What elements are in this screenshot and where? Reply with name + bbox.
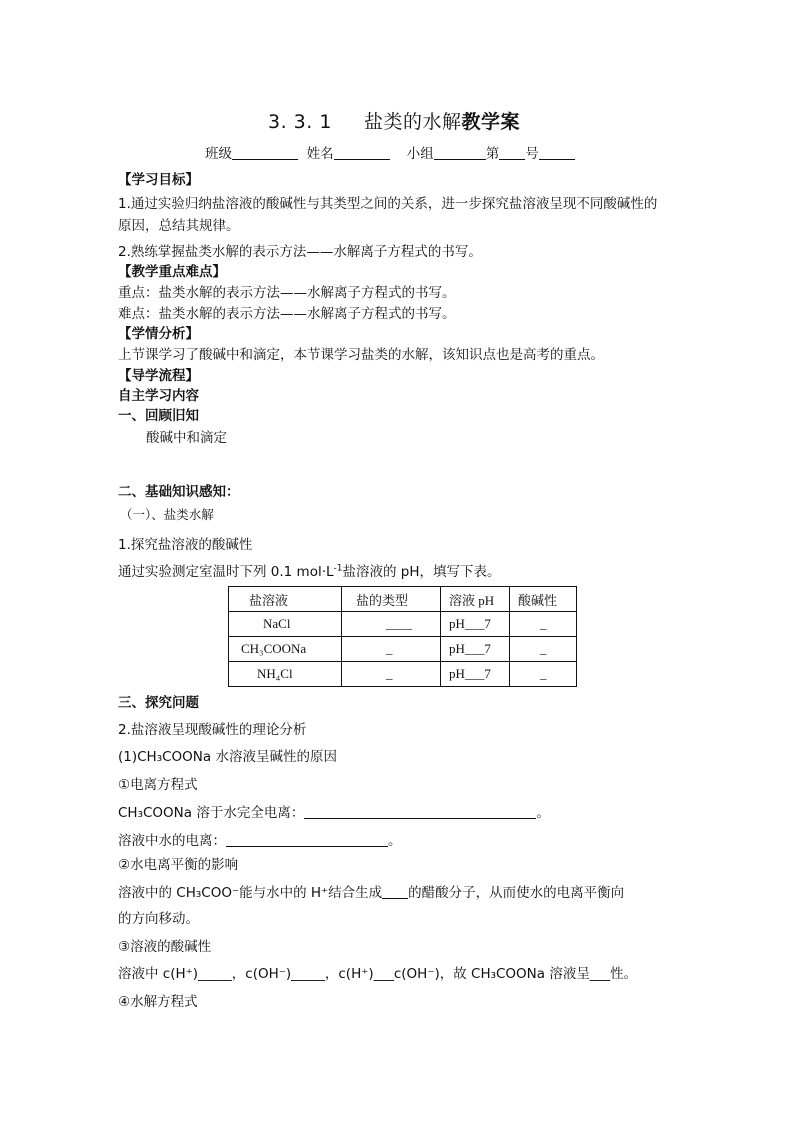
row-type[interactable]: _ (342, 662, 441, 687)
instruction-superscript: -1 (333, 563, 343, 574)
analysis-text: 上节课学习了酸碱中和滴定，本节课学习盐类的水解，该知识点也是高考的重点。 (118, 347, 604, 363)
self-study-heading: 自主学习内容 (118, 388, 199, 404)
row-ph[interactable]: pH___7 (441, 662, 510, 687)
hao-label: 号 (525, 146, 539, 162)
period: 。 (536, 805, 550, 821)
header-acidity: 酸碱性 (510, 587, 577, 612)
key-point: 重点：盐类水解的表示方法——水解离子方程式的书写。 (118, 285, 456, 301)
name-blank[interactable] (334, 145, 390, 160)
title-main: 盐类的水解 (363, 111, 462, 133)
title-suffix: 教学案 (461, 111, 520, 133)
acidity-line: 溶液中 c(H⁺)_____，c(OH⁻)_____，c(H⁺)___c(OH⁻)，故 CH₃COONa 溶液呈___性。 (118, 966, 638, 982)
goal-2: 2.熟练掌握盐类水解的表示方法——水解离子方程式的书写。 (118, 244, 482, 260)
ch3coona-reason: (1)CH₃COONa 水溶液呈碱性的原因 (118, 749, 337, 765)
equilibrium-text-b: 的醋酸分子，从而使水的电离平衡向 (408, 885, 625, 901)
water-ionization-label: 溶液中水的电离： (118, 833, 226, 849)
header-salt: 盐溶液 (229, 587, 342, 612)
group-label: 小组 (406, 146, 434, 162)
group-blank[interactable] (434, 145, 486, 160)
basic-heading: 二、基础知识感知： (118, 484, 240, 500)
goal-1-line-1: 1.通过实验归纳盐溶液的酸碱性与其类型之间的关系，进一步探究盐溶液呈现不同酸碱性的 (118, 196, 658, 212)
table-row (229, 612, 577, 637)
row-ph[interactable]: pH___7 (441, 612, 510, 637)
acetic-acid-blank[interactable] (382, 884, 408, 899)
table-row (229, 637, 577, 662)
instruction-part-1: 通过实验测定室温时下列 0.1 mol·L (118, 564, 334, 580)
analysis-heading: 【学情分析】 (118, 326, 199, 342)
page-title (268, 107, 520, 134)
header-ph: 溶液 pH (441, 587, 510, 612)
table-row (229, 662, 577, 687)
explore-acidity-title: 1.探究盐溶液的酸碱性 (118, 537, 253, 553)
equilibrium-line-2: 的方向移动。 (118, 911, 199, 927)
equilibrium-text-a: 溶液中的 CH₃COO⁻能与水中的 H⁺结合生成 (118, 885, 383, 901)
di-label: 第 (485, 146, 500, 162)
row-acidity[interactable]: _ (510, 662, 577, 687)
keypoints-heading: 【教学重点难点】 (118, 264, 226, 280)
class-blank[interactable] (232, 145, 298, 160)
difficult-point: 难点：盐类水解的表示方法——水解离子方程式的书写。 (118, 306, 456, 322)
period: 。 (388, 833, 402, 849)
table-header-row (229, 587, 577, 612)
row-type[interactable]: _ (342, 637, 441, 662)
hao-blank[interactable] (539, 145, 575, 160)
water-ionization-line (118, 829, 402, 849)
review-item: 酸碱中和滴定 (146, 430, 227, 446)
hydrolysis-equation-heading: ④水解方程式 (118, 994, 198, 1010)
theory-title: 2.盐溶液呈现酸碱性的理论分析 (118, 722, 307, 738)
salt-hydrolysis-subheading: （一）、盐类水解 (120, 507, 214, 522)
row-acidity[interactable]: _ (510, 612, 577, 637)
water-ionization-blank[interactable] (226, 832, 388, 847)
goal-1-line-2: 原因，总结其规律。 (118, 218, 240, 234)
student-info-line (205, 142, 575, 162)
row-acidity[interactable]: _ (510, 637, 577, 662)
ionization-equation-heading: ①电离方程式 (118, 777, 198, 793)
class-label: 班级 (205, 146, 232, 162)
goals-heading: 【学习目标】 (118, 172, 199, 188)
ionization-blank[interactable] (304, 804, 536, 819)
water-equilibrium-heading: ②水电离平衡的影响 (118, 857, 239, 873)
name-label: 姓名 (306, 146, 334, 162)
equilibrium-line-1 (118, 881, 624, 901)
acidity-heading: ③溶液的酸碱性 (118, 939, 212, 955)
salt-solution-table (228, 586, 577, 687)
row-salt: CH₃COONa (229, 637, 342, 662)
row-ph[interactable]: pH___7 (441, 637, 510, 662)
row-salt: NaCl (229, 612, 342, 637)
row-salt: NH₄Cl (229, 662, 342, 687)
instruction-part-2: 盐溶液的 pH，填写下表。 (342, 564, 501, 580)
row-type[interactable]: ____ (342, 612, 441, 637)
flow-heading: 【导学流程】 (118, 368, 199, 384)
header-type: 盐的类型 (342, 587, 441, 612)
number-blank[interactable] (499, 145, 525, 160)
ch3coona-ionization-line (118, 801, 550, 821)
explore-heading: 三、探究问题 (118, 695, 199, 711)
ionization-label: CH₃COONa 溶于水完全电离： (118, 805, 305, 821)
title-number: 3. 3. 1 (268, 111, 332, 133)
review-heading: 一、回顾旧知 (118, 408, 199, 424)
table-instruction (118, 560, 501, 580)
